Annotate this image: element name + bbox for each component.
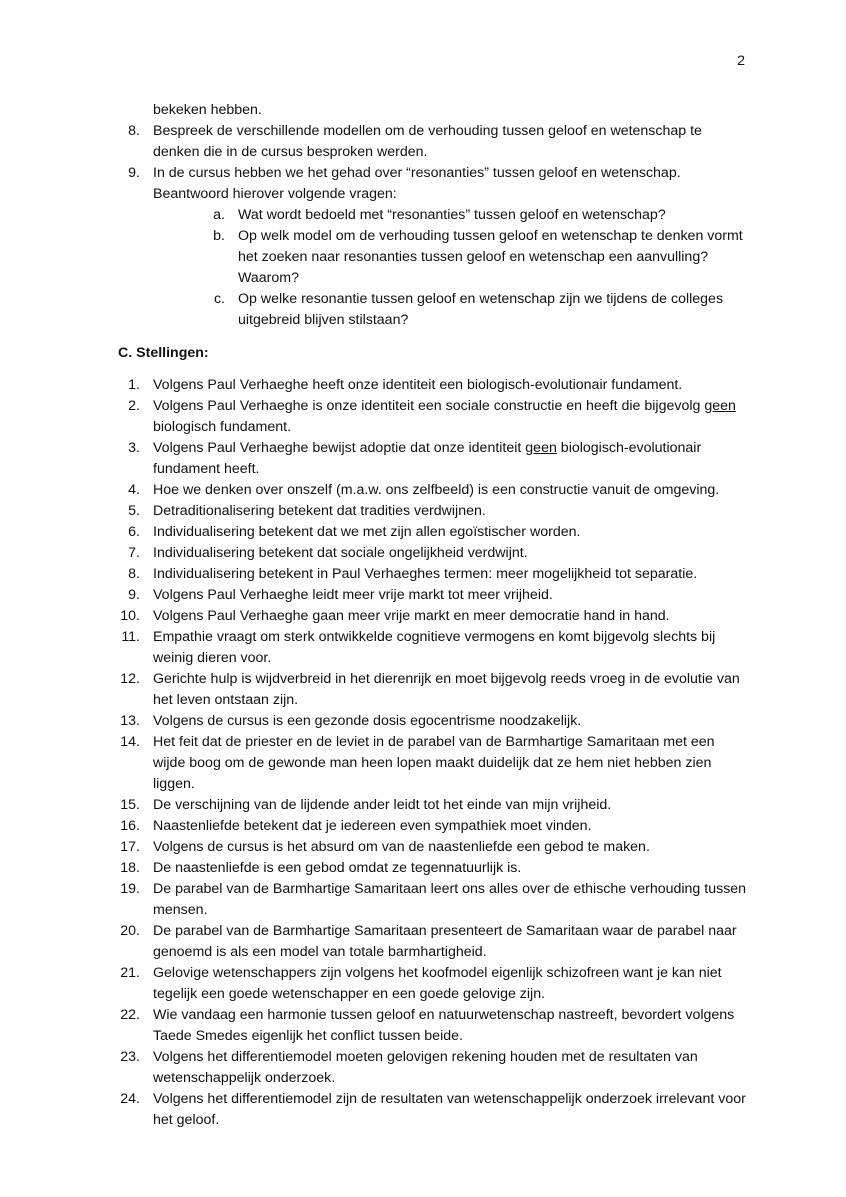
- statement-item: [118, 816, 748, 837]
- statement-number: 15.: [120, 797, 140, 813]
- statement-text: Individualisering betekent in Paul Verhaeghes termen: meer mogelijkheid tot separatie.: [153, 566, 698, 582]
- sub-question-item: [203, 226, 748, 289]
- statement-number: 11.: [121, 629, 140, 645]
- question-item: [118, 121, 748, 163]
- question-number: 8.: [128, 123, 140, 139]
- statement-item: [118, 669, 748, 711]
- statement-item: [118, 1089, 748, 1131]
- statement-text: Gelovige wetenschappers zijn volgens het koofmodel eigenlijk schizofreen want je kan niet tegelijk een goede wetenschapper en een goede gelovige zijn.: [153, 965, 722, 1002]
- statement-item: [118, 858, 748, 879]
- statement-number: 10.: [120, 608, 140, 624]
- sub-question-text: Wat wordt bedoeld met “resonanties” tussen geloof en wetenschap?: [238, 207, 666, 223]
- statement-number: 21.: [120, 965, 140, 981]
- question-item: [118, 163, 748, 331]
- statement-text: De naastenliefde is een gebod omdat ze tegennatuurlijk is.: [153, 860, 522, 876]
- statement-text: Volgens Paul Verhaeghe gaan meer vrije markt en meer democratie hand in hand.: [153, 608, 670, 624]
- statement-text: [153, 398, 736, 435]
- statement-text: Hoe we denken over onszelf (m.a.w. ons zelfbeeld) is een constructie vanuit de omgeving.: [153, 482, 720, 498]
- statement-item: [118, 711, 748, 732]
- statement-number: 7.: [128, 545, 140, 561]
- page-content: [118, 100, 748, 1131]
- statement-item: [118, 501, 748, 522]
- statement-number: 8.: [128, 566, 140, 582]
- statement-item: [118, 396, 748, 438]
- statement-item: [118, 585, 748, 606]
- statement-number: 12.: [120, 671, 140, 687]
- statement-item: [118, 543, 748, 564]
- statement-item: [118, 879, 748, 921]
- statement-number: 19.: [120, 881, 140, 897]
- statement-text: Volgens het differentiemodel zijn de resultaten van wetenschappelijk onderzoek irrelevant voor het geloof.: [153, 1091, 746, 1128]
- question-number: 9.: [128, 165, 140, 181]
- statement-number: 18.: [120, 860, 140, 876]
- statement-text: De parabel van de Barmhartige Samaritaan presenteert de Samaritaan waar de parabel naar genoemd is als een model van totale barmhartigheid.: [153, 923, 737, 960]
- sub-question-text: Op welke resonantie tussen geloof en wetenschap zijn we tijdens de colleges uitgebreid blijven stilstaan?: [238, 291, 724, 328]
- statement-number: 20.: [120, 923, 140, 939]
- statement-text: Individualisering betekent dat sociale ongelijkheid verdwijnt.: [153, 545, 528, 561]
- statement-number: 17.: [120, 839, 140, 855]
- stellingen-list: [118, 375, 748, 1131]
- statement-number: 5.: [128, 503, 140, 519]
- statement-number: 23.: [120, 1049, 140, 1065]
- statement-number: 9.: [128, 587, 140, 603]
- statement-text-part: Volgens Paul Verhaeghe bewijst adoptie dat onze identiteit: [153, 440, 526, 456]
- statement-number: 4.: [128, 482, 140, 498]
- statement-text-part: Volgens Paul Verhaeghe is onze identiteit een sociale constructie en heeft die bijgevolg: [153, 398, 705, 414]
- underlined-word: geen: [704, 398, 736, 414]
- statement-number: 14.: [120, 734, 140, 750]
- statement-item: [118, 837, 748, 858]
- statement-number: 16.: [120, 818, 140, 834]
- statement-text: [153, 440, 701, 477]
- question-list: [118, 121, 748, 331]
- statement-text: Volgens de cursus is het absurd om van de naastenliefde een gebod te maken.: [153, 839, 650, 855]
- statement-item: [118, 732, 748, 795]
- sub-question-letter: a.: [213, 207, 225, 223]
- statement-item: [118, 921, 748, 963]
- statement-text: Volgens het differentiemodel moeten gelovigen rekening houden met de resultaten van wetenschappelijk onderzoek.: [153, 1049, 698, 1086]
- statement-text: Naastenliefde betekent dat je iedereen even sympathiek moet vinden.: [153, 818, 592, 834]
- statement-item: [118, 480, 748, 501]
- sub-question-letter: c.: [213, 291, 225, 307]
- statement-number: 6.: [128, 524, 140, 540]
- statement-text: Volgens Paul Verhaeghe heeft onze identiteit een biologisch-evolutionair fundament.: [153, 377, 683, 393]
- statement-text: Volgens de cursus is een gezonde dosis egocentrisme noodzakelijk.: [153, 713, 582, 729]
- statement-number: 3.: [128, 440, 140, 456]
- statement-text: Detraditionalisering betekent dat tradities verdwijnen.: [153, 503, 486, 519]
- statement-text-part: biologisch-evolutionair fundament heeft.: [153, 440, 702, 477]
- sub-question-item: [203, 289, 748, 331]
- statement-item: [118, 564, 748, 585]
- statement-item: [118, 1005, 748, 1047]
- statement-text: De parabel van de Barmhartige Samaritaan leert ons alles over de ethische verhouding tussen mensen.: [153, 881, 747, 918]
- sub-question-item: [203, 205, 748, 226]
- sub-question-letter: b.: [213, 228, 225, 244]
- statement-item: [118, 438, 748, 480]
- statement-text: Gerichte hulp is wijdverbreid in het dierenrijk en moet bijgevolg reeds vroeg in de evolutie van het leven ontstaan zijn.: [153, 671, 740, 708]
- statement-number: 24.: [120, 1091, 140, 1107]
- statement-text: De verschijning van de lijdende ander leidt tot het einde van mijn vrijheid.: [153, 797, 612, 813]
- statement-item: [118, 522, 748, 543]
- statement-text: Volgens Paul Verhaeghe leidt meer vrije markt tot meer vrijheid.: [153, 587, 553, 603]
- statement-text: Empathie vraagt om sterk ontwikkelde cognitieve vermogens en komt bijgevolg slechts bij weinig dieren voor.: [153, 629, 716, 666]
- statement-text-part: biologisch fundament.: [153, 419, 292, 435]
- statement-item: [118, 606, 748, 627]
- statement-text: Individualisering betekent dat we met zijn allen egoïstischer worden.: [153, 524, 581, 540]
- question-text: In de cursus hebben we het gehad over “resonanties” tussen geloof en wetenschap. Beantwoord hierover volgende vragen:: [153, 165, 681, 202]
- statement-number: 13.: [120, 713, 140, 729]
- statement-text: Wie vandaag een harmonie tussen geloof en natuurwetenschap nastreeft, bevordert volgens Taede Smedes eigenlijk het conflict tussen beide.: [153, 1007, 735, 1044]
- statement-item: [118, 963, 748, 1005]
- page-number: 2: [737, 53, 745, 69]
- statement-item: [118, 375, 748, 396]
- sub-question-text: Op welk model om de verhouding tussen geloof en wetenschap te denken vormt het zoeken naar resonanties tussen geloof en wetenschap een aanvulling? Waarom?: [238, 228, 743, 286]
- section-heading: C. Stellingen:: [118, 345, 209, 361]
- statement-number: 2.: [128, 398, 140, 414]
- statement-number: 1.: [128, 377, 140, 393]
- underlined-word: geen: [525, 440, 557, 456]
- question-text: Bespreek de verschillende modellen om de verhouding tussen geloof en wetenschap te denken die in de cursus besproken werden.: [153, 123, 702, 160]
- statement-item: [118, 1047, 748, 1089]
- continuation-line: bekeken hebben.: [153, 102, 262, 118]
- statement-text: Het feit dat de priester en de leviet in de parabel van de Barmhartige Samaritaan met een wijde boog om de gewonde man heen lopen maakt duidelijk dat ze hem niet hebben zien liggen.: [153, 734, 715, 792]
- sub-question-list: [153, 205, 748, 331]
- statement-item: [118, 795, 748, 816]
- statement-item: [118, 627, 748, 669]
- statement-number: 22.: [120, 1007, 140, 1023]
